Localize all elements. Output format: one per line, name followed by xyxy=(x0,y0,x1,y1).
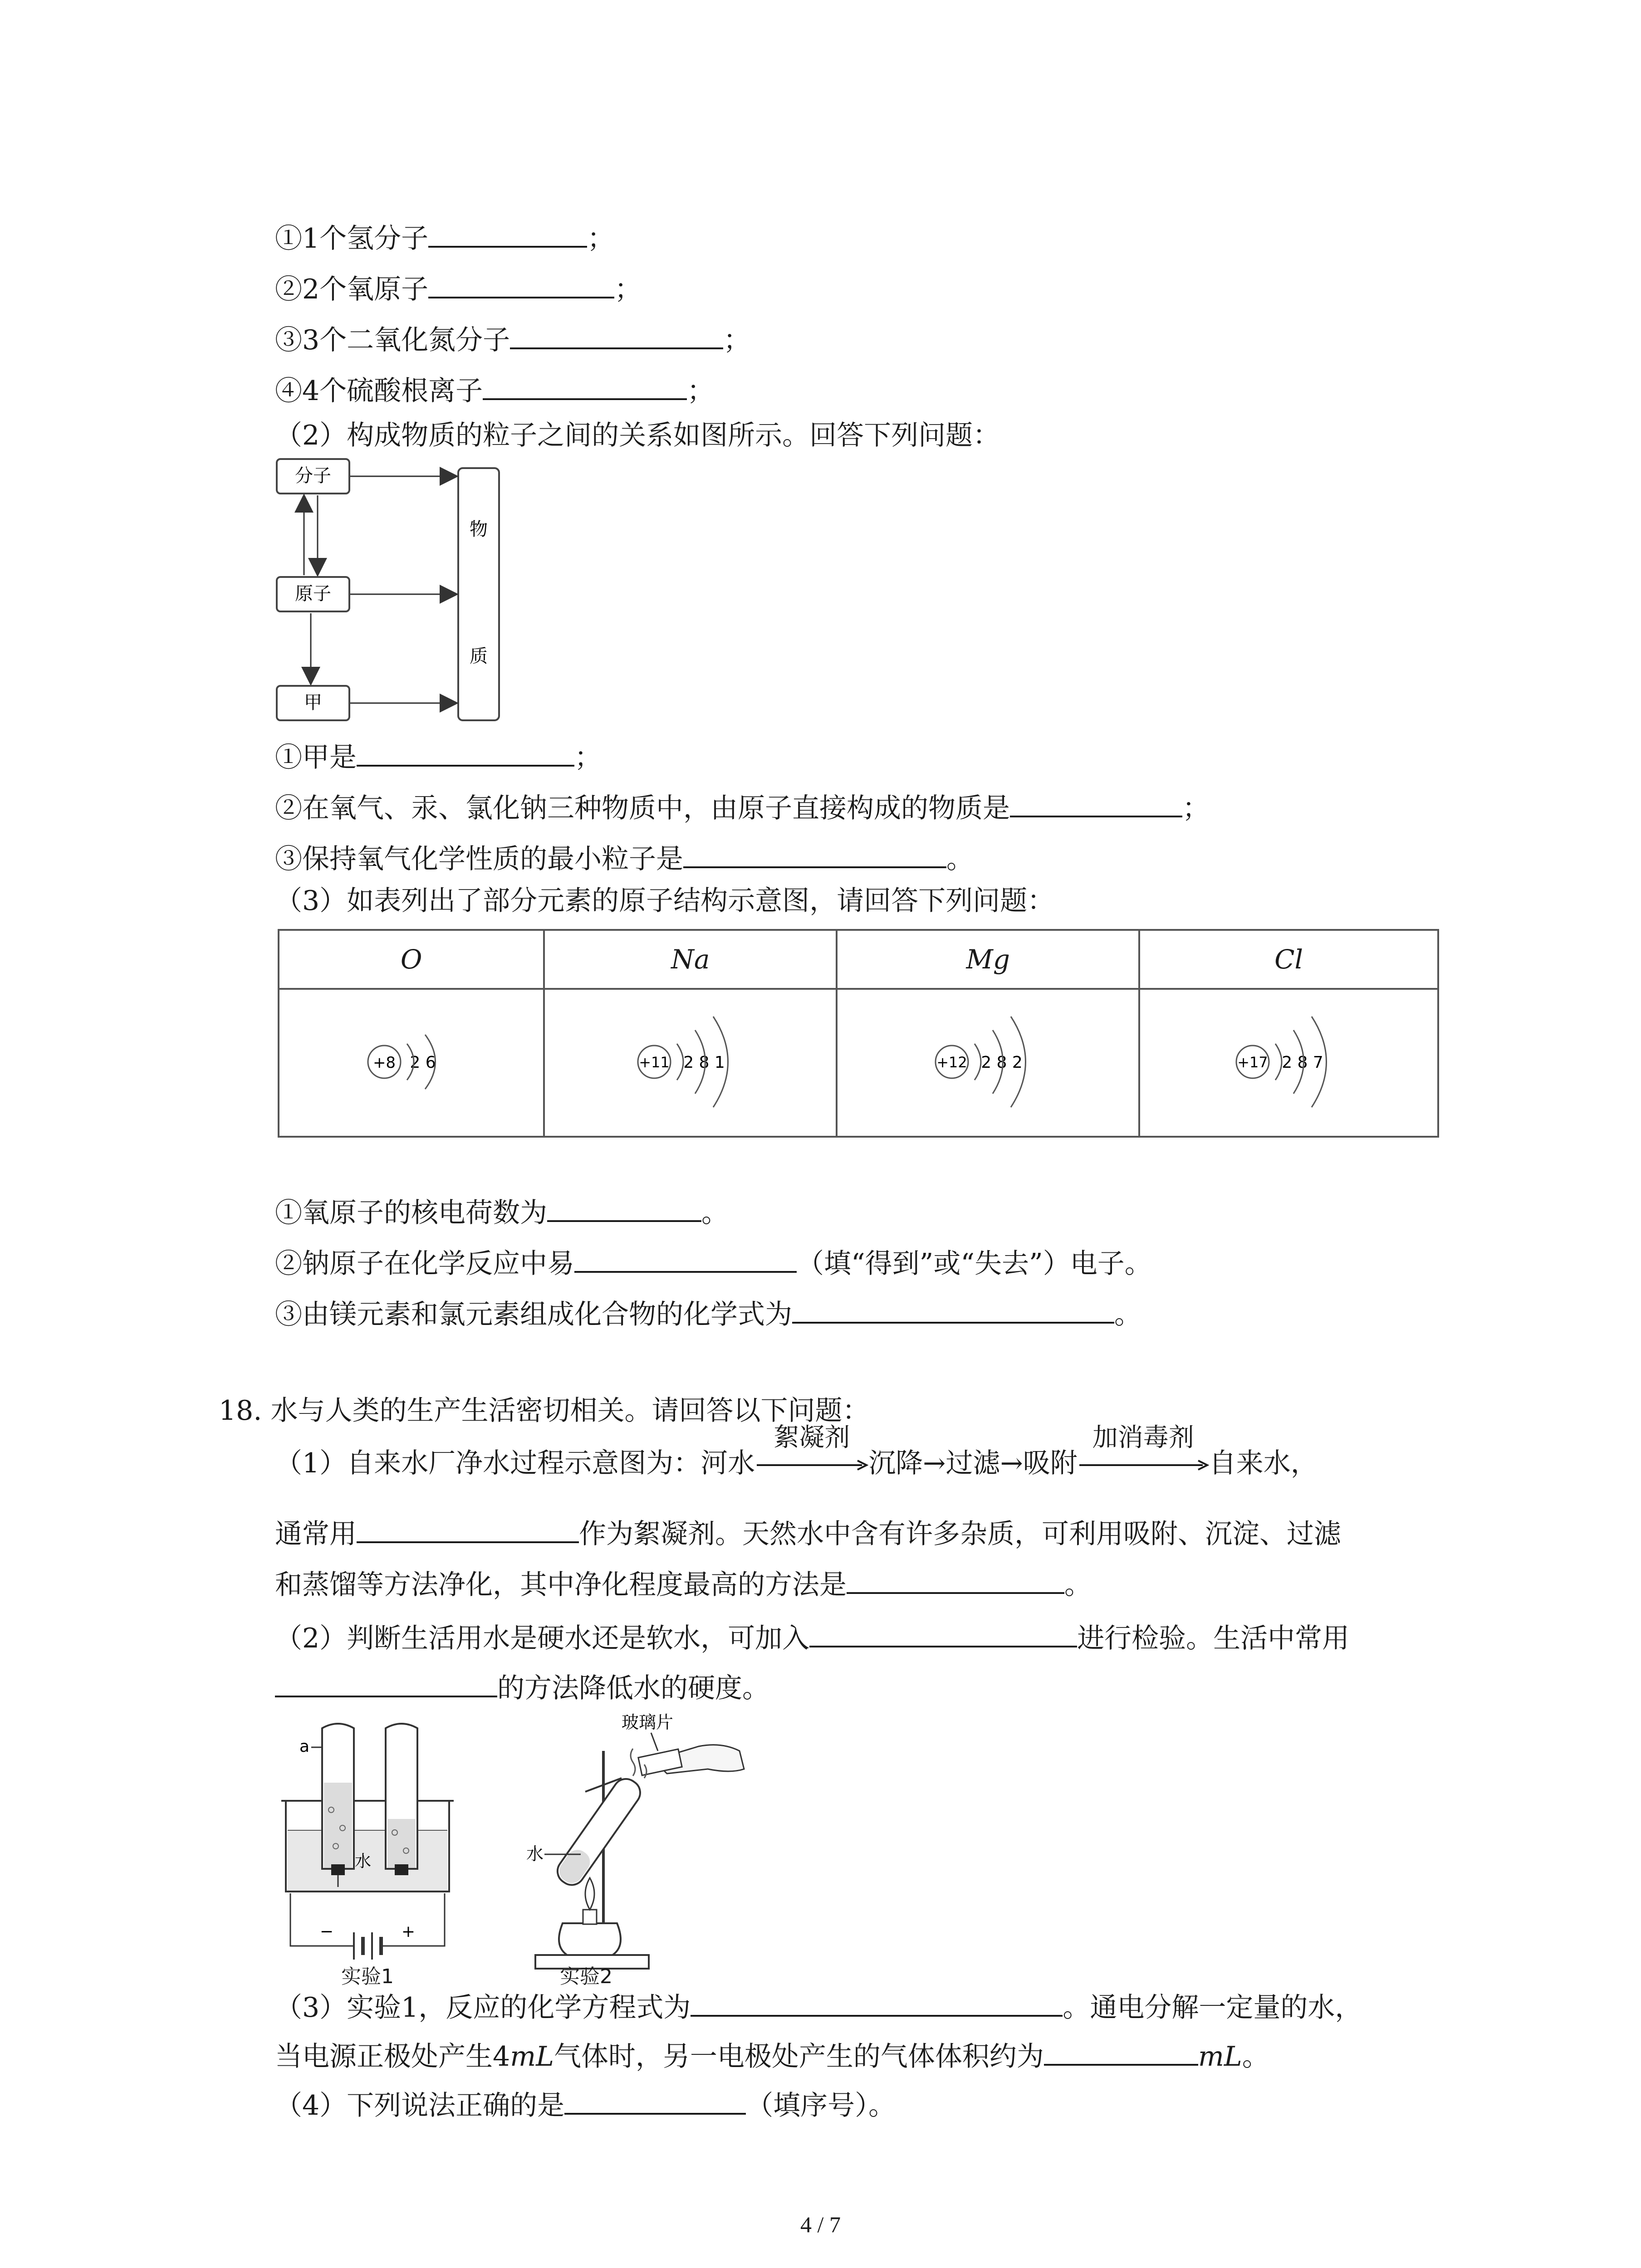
q17-part3-q3: ③由镁元素和氯元素组成化合物的化学式为 。 xyxy=(275,1294,1141,1333)
particle-relationship-diagram xyxy=(272,454,508,735)
shell-electrons: 2 8 2 xyxy=(980,1053,1023,1072)
experiment-2-caption: 实验2 xyxy=(560,1965,612,1988)
q17-item-4: ④4个硫酸根离子 ； xyxy=(275,370,714,409)
answer-blank[interactable] xyxy=(428,218,587,248)
q17-part2-q1: ①甲是 ； xyxy=(275,737,602,776)
answer-blank[interactable] xyxy=(357,737,574,767)
label-plus: + xyxy=(401,1922,416,1941)
q17-item-1: ①1个氢分子 ； xyxy=(275,218,614,257)
answer-blank[interactable] xyxy=(1044,2036,1198,2066)
label-water: 水 xyxy=(526,1844,544,1864)
q17-item-3: ③3个二氧化氮分子 ； xyxy=(275,319,750,358)
atom-structure-diagram-o xyxy=(362,1007,461,1116)
nucleus-charge: +17 xyxy=(1237,1054,1268,1071)
answer-blank[interactable] xyxy=(564,2085,746,2115)
nucleus-charge: +11 xyxy=(639,1054,670,1071)
experiment-2-boiling-figure xyxy=(517,1710,753,1982)
box-atom-label: 原子 xyxy=(295,583,331,604)
answer-blank[interactable] xyxy=(792,1294,1114,1324)
right-arrow-icon xyxy=(1078,1456,1209,1474)
label-minus: − xyxy=(319,1922,334,1941)
answer-blank[interactable] xyxy=(428,269,614,298)
substance-top-label: 物 xyxy=(470,519,488,540)
q18-part1-line2: 通常用 作为絮凝剂。天然水中含有许多杂质，可利用吸附、沉淀、过滤 xyxy=(275,1513,1341,1552)
box-substance xyxy=(458,468,499,720)
table-header-cell: Mg xyxy=(837,930,1139,989)
table-header-cell: Cl xyxy=(1139,930,1438,989)
answer-blank[interactable] xyxy=(275,1667,497,1697)
atom-diagram-cell xyxy=(279,989,544,1137)
q17-part3-intro: （3）如表列出了部分元素的原子结构示意图，请回答下列问题： xyxy=(275,885,1055,917)
q18-part3-line2: 当电源正极处产生4mL气体时，另一电极处产生的气体体积约为 mL。 xyxy=(275,2036,1269,2075)
answer-blank[interactable] xyxy=(547,1192,701,1222)
box-molecule-label: 分子 xyxy=(295,465,331,486)
atom-structure-diagram-mg xyxy=(929,1003,1047,1121)
q18-part2-line2: 的方法降低水的硬度。 xyxy=(275,1667,769,1706)
right-arrow-icon xyxy=(755,1456,868,1474)
atom-diagram-cell xyxy=(544,989,837,1137)
arrow-flocculant: 絮凝剂 xyxy=(755,1445,868,1481)
q18-title: 18. 水与人类的生产生活密切相关。请回答以下问题： xyxy=(219,1395,870,1427)
q17-part2-q3: ③保持氧气化学性质的最小粒子是 。 xyxy=(275,838,974,877)
answer-blank[interactable] xyxy=(683,838,946,868)
nucleus-charge: +8 xyxy=(372,1054,396,1072)
atomic-structure-table xyxy=(278,929,1439,1138)
answer-blank[interactable] xyxy=(691,1987,1063,2017)
shell-electrons: 2 6 xyxy=(410,1053,436,1072)
shell-electrons: 2 8 1 xyxy=(683,1053,725,1072)
atom-diagram-cell xyxy=(1139,989,1438,1137)
atom-diagram-cell xyxy=(837,989,1139,1137)
label-glass-sheet: 玻璃片 xyxy=(622,1712,674,1732)
answer-blank[interactable] xyxy=(483,370,687,400)
arrow-disinfectant: 加消毒剂 xyxy=(1078,1445,1209,1481)
experiment-1-electrolysis-figure xyxy=(272,1719,463,1982)
nucleus-charge: +12 xyxy=(936,1054,967,1071)
shell-electrons: 2 8 7 xyxy=(1281,1053,1323,1072)
table-header-cell: O xyxy=(279,930,544,989)
q17-part3-q1: ①氧原子的核电荷数为 。 xyxy=(275,1192,729,1231)
table-diagram-row xyxy=(279,989,1438,1137)
q17-part3-q2: ②钠原子在化学反应中易 （填“得到”或“失去”）电子。 xyxy=(275,1243,1152,1282)
q17-part2-q2: ②在氧气、汞、氯化钠三种物质中，由原子直接构成的物质是 ； xyxy=(275,787,1210,826)
answer-blank[interactable] xyxy=(847,1564,1064,1594)
answer-blank[interactable] xyxy=(809,1618,1077,1647)
answer-blank[interactable] xyxy=(357,1513,579,1543)
q17-part2-intro: （2）构成物质的粒子之间的关系如图所示。回答下列问题： xyxy=(275,420,1000,451)
q18-part1-line1: （1）自来水厂净水过程示意图为：河水 絮凝剂 沉降→过滤→吸附 加消毒剂 自来水， xyxy=(275,1445,1318,1481)
atom-structure-diagram-na xyxy=(632,1003,749,1121)
answer-blank[interactable] xyxy=(1010,787,1182,817)
box-jia-label: 甲 xyxy=(304,692,322,713)
q18-part3-line1: （3）实验1，反应的化学方程式为 。通电分解一定量的水， xyxy=(275,1987,1362,2026)
atom-structure-diagram-cl xyxy=(1230,1003,1348,1121)
table-header-row xyxy=(279,930,1438,989)
page-number: 4 / 7 xyxy=(800,2212,841,2237)
q18-part4: （4）下列说法正确的是 （填序号）。 xyxy=(275,2085,896,2124)
label-water: 水 xyxy=(354,1852,372,1871)
substance-bottom-label: 质 xyxy=(470,646,488,667)
q17-item-2: ②2个氧原子 ； xyxy=(275,269,642,308)
answer-blank[interactable] xyxy=(510,319,723,349)
experiment-1-caption: 实验1 xyxy=(341,1965,394,1988)
q18-part1-line3: 和蒸馏等方法净化，其中净化程度最高的方法是 。 xyxy=(275,1564,1092,1603)
q18-part2-line1: （2）判断生活用水是硬水还是软水，可加入 进行检验。生活中常用 xyxy=(275,1618,1349,1657)
table-header-cell: Na xyxy=(544,930,837,989)
label-a: a xyxy=(299,1737,310,1756)
answer-blank[interactable] xyxy=(574,1243,797,1273)
